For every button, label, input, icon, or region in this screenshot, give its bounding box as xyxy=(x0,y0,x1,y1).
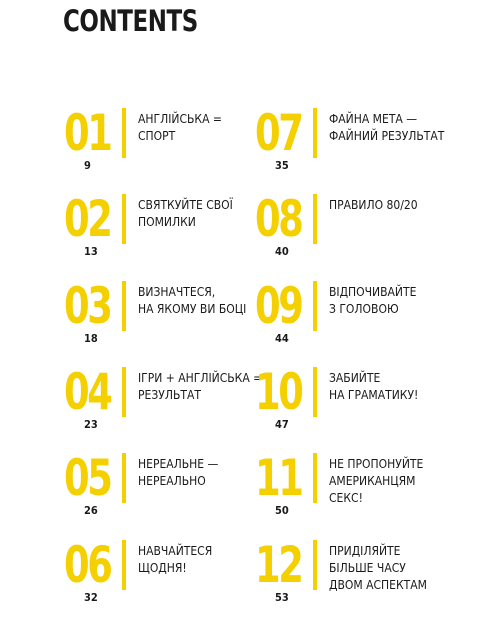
chapter-title: АНГЛІЙСЬКА = СПОРТ xyxy=(138,112,222,143)
chapter-number: 04 xyxy=(64,363,111,421)
chapter-title: ЗАБИЙТЕ НА ГРАМАТИКУ! xyxy=(329,371,419,402)
page-number: 13 xyxy=(84,245,98,258)
toc-entry[interactable] xyxy=(64,104,274,188)
chapter-number: 02 xyxy=(64,190,111,248)
divider-bar xyxy=(313,453,317,503)
toc-entry[interactable] xyxy=(64,190,274,274)
chapter-title: ПРИДІЛЯЙТЕ БІЛЬШЕ ЧАСУ ДВОМ АСПЕКТАМ xyxy=(329,544,427,592)
page-number: 9 xyxy=(84,159,91,172)
toc-entry[interactable] xyxy=(255,190,465,274)
page-number: 44 xyxy=(275,332,289,345)
chapter-number: 06 xyxy=(64,536,111,594)
chapter-number: 05 xyxy=(64,449,111,507)
toc-entry[interactable] xyxy=(255,104,465,188)
toc-entry[interactable] xyxy=(255,449,465,533)
chapter-title: ВИЗНАЧТЕСЯ, НА ЯКОМУ ВИ БОЦІ xyxy=(138,285,247,316)
divider-bar xyxy=(313,367,317,417)
toc-entry[interactable] xyxy=(64,536,274,620)
divider-bar xyxy=(313,281,317,331)
chapter-title: НЕРЕАЛЬНЕ — НЕРЕАЛЬНО xyxy=(138,457,219,488)
toc-entry[interactable] xyxy=(64,363,274,447)
toc-entry[interactable] xyxy=(255,277,465,361)
page-number: 35 xyxy=(275,159,289,172)
divider-bar xyxy=(122,281,126,331)
chapter-title: ІГРИ + АНГЛІЙСЬКА = РЕЗУЛЬТАТ xyxy=(138,371,263,402)
chapter-number: 12 xyxy=(255,536,302,594)
chapter-title: ФАЙНА МЕТА — ФАЙНИЙ РЕЗУЛЬТАТ xyxy=(329,112,445,143)
chapter-number: 11 xyxy=(255,449,302,507)
divider-bar xyxy=(122,453,126,503)
toc-entry[interactable] xyxy=(255,363,465,447)
chapter-title: ВІДПОЧИВАЙТЕ З ГОЛОВОЮ xyxy=(329,285,417,316)
toc-entry[interactable] xyxy=(64,277,274,361)
page-number: 47 xyxy=(275,418,289,431)
divider-bar xyxy=(122,194,126,244)
toc-entry[interactable] xyxy=(64,449,274,533)
divider-bar xyxy=(122,108,126,158)
chapter-title: НЕ ПРОПОНУЙТЕ АМЕРИКАНЦЯМ СЕКС! xyxy=(329,457,424,505)
chapter-number: 10 xyxy=(255,363,302,421)
page-number: 18 xyxy=(84,332,98,345)
page-number: 40 xyxy=(275,245,289,258)
divider-bar xyxy=(122,367,126,417)
divider-bar xyxy=(313,540,317,590)
chapter-title: НАВЧАЙТЕСЯ ЩОДНЯ! xyxy=(138,544,213,575)
page-title: CONTENTS xyxy=(63,4,198,38)
page-number: 50 xyxy=(275,504,289,517)
page-number: 32 xyxy=(84,591,98,604)
divider-bar xyxy=(313,194,317,244)
chapter-title: ПРАВИЛО 80/20 xyxy=(329,198,418,212)
chapter-title: СВЯТКУЙТЕ СВОЇ ПОМИЛКИ xyxy=(138,198,233,229)
divider-bar xyxy=(313,108,317,158)
divider-bar xyxy=(122,540,126,590)
chapter-number: 09 xyxy=(255,277,302,335)
page-number: 53 xyxy=(275,591,289,604)
chapter-number: 07 xyxy=(255,104,302,162)
page-number: 26 xyxy=(84,504,98,517)
toc-entry[interactable] xyxy=(255,536,465,620)
chapter-number: 08 xyxy=(255,190,302,248)
chapter-number: 01 xyxy=(64,104,111,162)
page-number: 23 xyxy=(84,418,98,431)
chapter-number: 03 xyxy=(64,277,111,335)
